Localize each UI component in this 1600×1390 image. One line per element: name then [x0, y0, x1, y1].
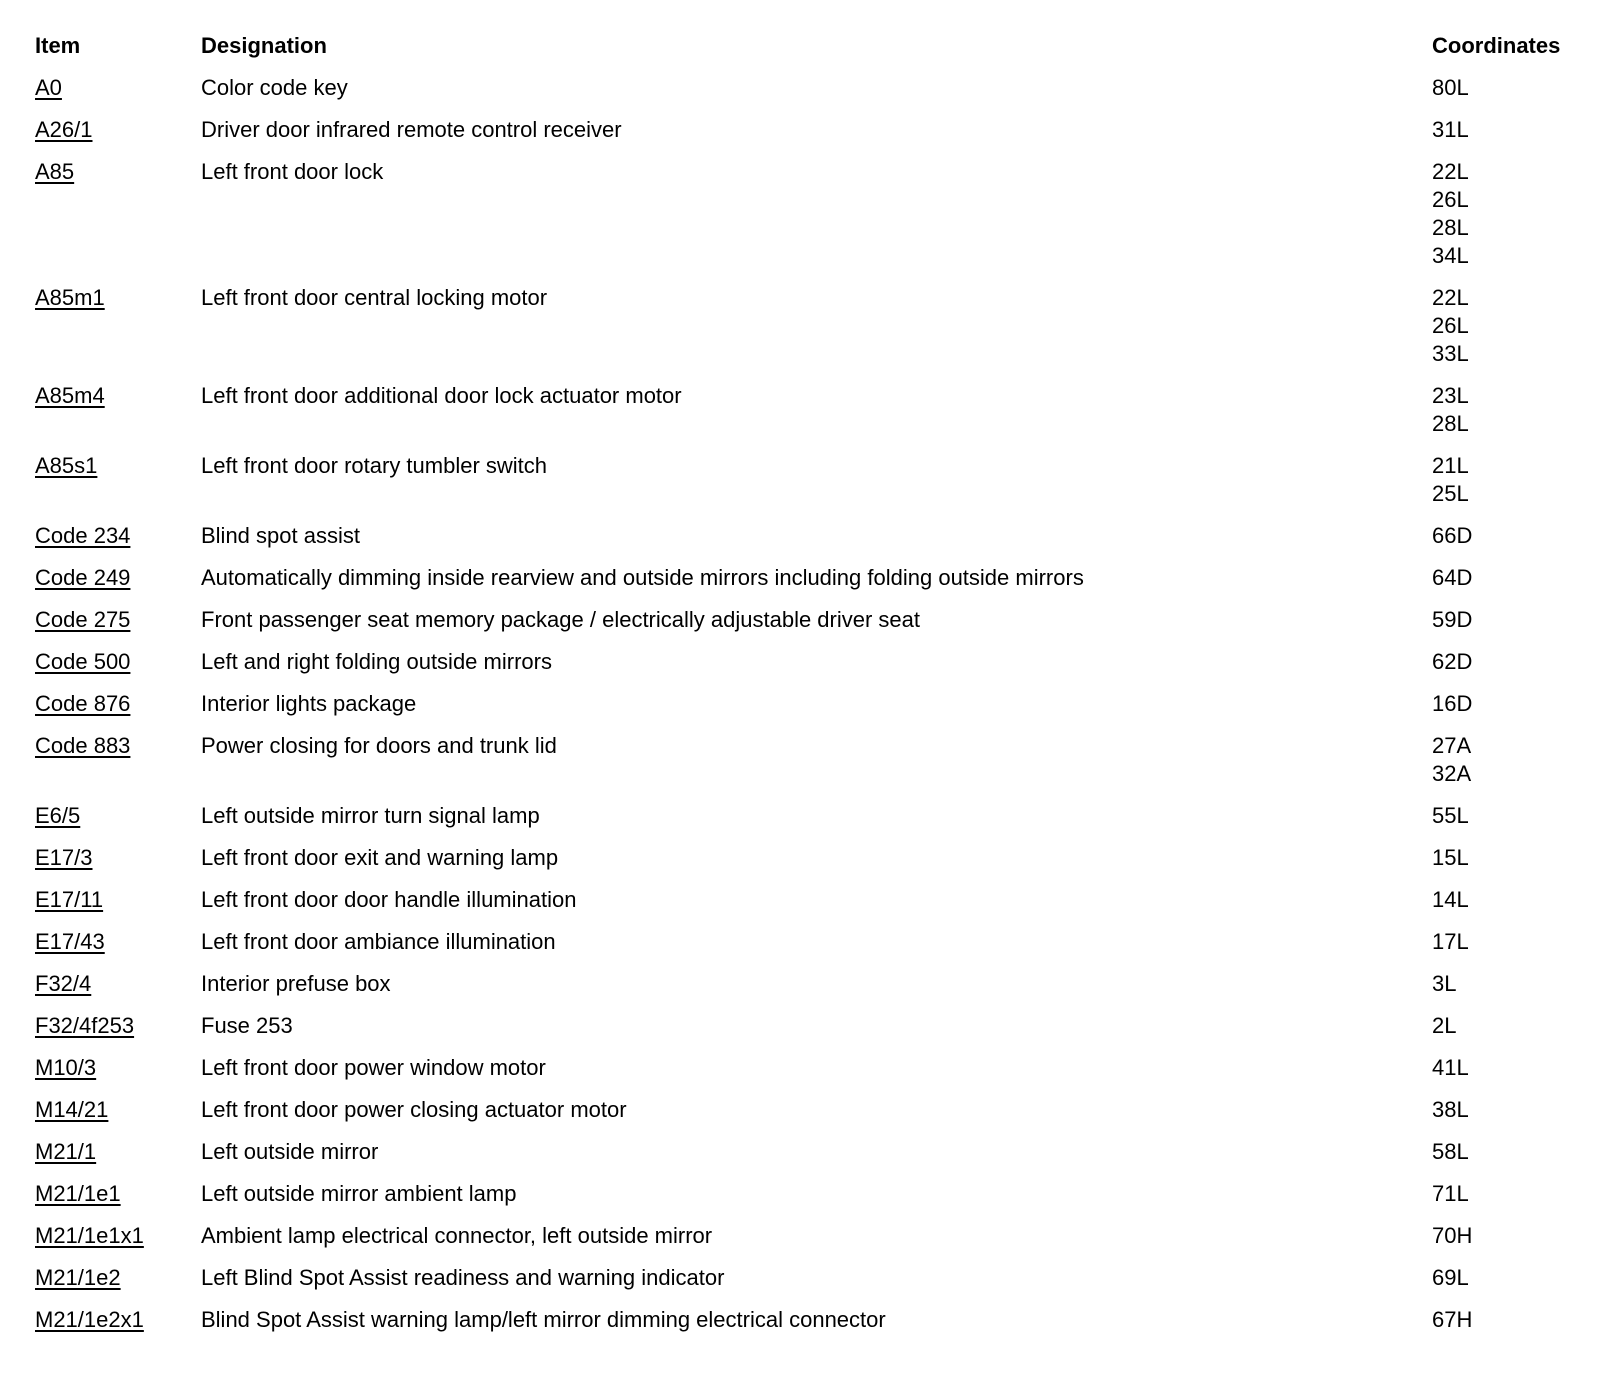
coordinate-value: 14L [1432, 887, 1469, 912]
coordinate-value: 23L [1432, 383, 1469, 408]
designation-cell: Interior lights package [201, 691, 417, 716]
item-cell [35, 690, 201, 718]
designation-cell: Ambient lamp electrical connector, left outside mirror [201, 1223, 713, 1248]
coordinates-cell [1432, 1012, 1575, 1040]
item-cell [35, 452, 201, 480]
item-link[interactable]: E6/5 [35, 803, 81, 828]
coordinates-cell [1432, 382, 1575, 438]
designation-cell: Color code key [201, 75, 348, 100]
item-cell [35, 1138, 201, 1166]
coordinate-value: 25L [1432, 481, 1469, 506]
coordinates-cell [1432, 970, 1575, 998]
coordinate-value: 3L [1432, 971, 1457, 996]
table-row [35, 796, 1575, 838]
coordinate-value: 34L [1432, 243, 1469, 268]
item-link[interactable]: Code 234 [35, 523, 131, 548]
coordinates-cell [1432, 802, 1575, 830]
coordinate-value: 16D [1432, 691, 1473, 716]
item-cell [35, 284, 201, 312]
item-link[interactable]: Code 500 [35, 649, 131, 674]
item-cell [35, 1096, 201, 1124]
coordinate-value: 22L [1432, 285, 1469, 310]
coordinates-cell [1432, 74, 1575, 102]
item-link[interactable]: M21/1e2 [35, 1265, 121, 1290]
item-link[interactable]: Code 883 [35, 733, 131, 758]
coordinate-value: 62D [1432, 649, 1473, 674]
designation-cell: Front passenger seat memory package / electrically adjustable driver seat [201, 607, 921, 632]
table-row [35, 376, 1575, 446]
component-legend-table [35, 30, 1575, 1342]
table-row [35, 68, 1575, 110]
item-link[interactable]: M21/1e1 [35, 1181, 121, 1206]
item-cell [35, 522, 201, 550]
designation-cell: Left front door ambiance illumination [201, 929, 556, 954]
item-cell [35, 116, 201, 144]
coordinate-value: 41L [1432, 1055, 1469, 1080]
item-cell [35, 382, 201, 410]
table-header-row [35, 30, 1575, 68]
item-cell [35, 1264, 201, 1292]
item-link[interactable]: M21/1 [35, 1139, 97, 1164]
coordinates-cell [1432, 564, 1575, 592]
item-cell [35, 1054, 201, 1082]
table-row [35, 726, 1575, 796]
coordinates-cell [1432, 158, 1575, 270]
table-row [35, 446, 1575, 516]
item-link[interactable]: E17/11 [35, 887, 104, 912]
table-row [35, 684, 1575, 726]
coordinate-value: 71L [1432, 1181, 1469, 1206]
designation-cell: Left front door central locking motor [201, 285, 548, 310]
designation-cell: Left front door exit and warning lamp [201, 845, 559, 870]
coordinates-cell [1432, 1222, 1575, 1250]
item-link[interactable]: M10/3 [35, 1055, 97, 1080]
table-row [35, 110, 1575, 152]
coordinates-cell [1432, 1180, 1575, 1208]
designation-cell: Left and right folding outside mirrors [201, 649, 552, 674]
item-cell [35, 158, 201, 186]
coordinates-cell [1432, 886, 1575, 914]
coordinate-value: 38L [1432, 1097, 1469, 1122]
designation-cell: Left front door rotary tumbler switch [201, 453, 548, 478]
column-header-item: Item [35, 33, 81, 58]
item-link[interactable]: Code 249 [35, 565, 131, 590]
designation-cell: Left front door power window motor [201, 1055, 546, 1080]
table-row [35, 1258, 1575, 1300]
designation-cell: Left Blind Spot Assist readiness and warning indicator [201, 1265, 725, 1290]
item-link[interactable]: M14/21 [35, 1097, 109, 1122]
coordinate-value: 69L [1432, 1265, 1469, 1290]
table-row [35, 152, 1575, 278]
table-body [35, 68, 1575, 1342]
table-row [35, 880, 1575, 922]
table-row [35, 1132, 1575, 1174]
designation-cell: Left front door additional door lock actuator motor [201, 383, 682, 408]
designation-cell: Blind spot assist [201, 523, 360, 548]
item-cell [35, 564, 201, 592]
coordinate-value: 26L [1432, 313, 1469, 338]
table-row [35, 1006, 1575, 1048]
coordinates-cell [1432, 690, 1575, 718]
designation-cell: Automatically dimming inside rearview and outside mirrors including folding outside mirrors [201, 565, 1084, 590]
coordinates-cell [1432, 606, 1575, 634]
column-header-coordinates: Coordinates [1432, 33, 1561, 58]
item-link[interactable]: Code 876 [35, 691, 131, 716]
item-link[interactable]: A85m4 [35, 383, 105, 408]
table-row [35, 838, 1575, 880]
designation-cell: Blind Spot Assist warning lamp/left mirror dimming electrical connector [201, 1307, 886, 1332]
coordinates-cell [1432, 1264, 1575, 1292]
designation-cell: Fuse 253 [201, 1013, 293, 1038]
coordinate-value: 67H [1432, 1307, 1473, 1332]
item-cell [35, 606, 201, 634]
coordinate-value: 28L [1432, 411, 1469, 436]
coordinates-cell [1432, 1138, 1575, 1166]
table-row [35, 278, 1575, 376]
item-cell [35, 1222, 201, 1250]
coordinate-value: 58L [1432, 1139, 1469, 1164]
column-header-designation: Designation [201, 33, 327, 58]
coordinate-value: 2L [1432, 1013, 1457, 1038]
coordinate-value: 26L [1432, 187, 1469, 212]
designation-cell: Left front door lock [201, 159, 384, 184]
table-row [35, 1216, 1575, 1258]
coordinate-value: 66D [1432, 523, 1473, 548]
table-row [35, 558, 1575, 600]
table-row [35, 964, 1575, 1006]
coordinate-value: 59D [1432, 607, 1473, 632]
designation-cell: Interior prefuse box [201, 971, 391, 996]
coordinates-cell [1432, 452, 1575, 508]
item-cell [35, 802, 201, 830]
coordinate-value: 32A [1432, 761, 1472, 786]
table-row [35, 922, 1575, 964]
coordinate-value: 28L [1432, 215, 1469, 240]
item-link[interactable]: A85s1 [35, 453, 98, 478]
designation-cell: Left outside mirror turn signal lamp [201, 803, 540, 828]
table-row [35, 600, 1575, 642]
designation-cell: Driver door infrared remote control receiver [201, 117, 622, 142]
item-cell [35, 970, 201, 998]
item-link[interactable]: A85m1 [35, 285, 105, 310]
table-row [35, 1090, 1575, 1132]
table-row [35, 642, 1575, 684]
coordinate-value: 27A [1432, 733, 1472, 758]
item-cell [35, 1306, 201, 1334]
coordinate-value: 15L [1432, 845, 1469, 870]
table-row [35, 1300, 1575, 1342]
coordinate-value: 80L [1432, 75, 1469, 100]
coordinate-value: 70H [1432, 1223, 1473, 1248]
coordinates-cell [1432, 732, 1575, 788]
item-link[interactable]: M21/1e2x1 [35, 1307, 144, 1332]
item-link[interactable]: F32/4f253 [35, 1013, 135, 1038]
item-link[interactable]: M21/1e1x1 [35, 1223, 144, 1248]
table-row [35, 1174, 1575, 1216]
coordinate-value: 64D [1432, 565, 1473, 590]
coordinate-value: 31L [1432, 117, 1469, 142]
item-link[interactable]: A26/1 [35, 117, 93, 142]
item-cell [35, 928, 201, 956]
item-link[interactable]: E17/43 [35, 929, 105, 954]
item-cell [35, 886, 201, 914]
coordinate-value: 33L [1432, 341, 1469, 366]
coordinate-value: 21L [1432, 453, 1469, 478]
coordinates-cell [1432, 1306, 1575, 1334]
item-cell [35, 1012, 201, 1040]
coordinates-cell [1432, 1096, 1575, 1124]
item-cell [35, 648, 201, 676]
item-link[interactable]: E17/3 [35, 845, 93, 870]
table-row [35, 1048, 1575, 1090]
designation-cell: Left outside mirror ambient lamp [201, 1181, 517, 1206]
item-link[interactable]: A0 [35, 75, 62, 100]
coordinates-cell [1432, 116, 1575, 144]
coordinate-value: 17L [1432, 929, 1469, 954]
item-cell [35, 844, 201, 872]
designation-cell: Left outside mirror [201, 1139, 379, 1164]
item-cell [35, 1180, 201, 1208]
coordinates-cell [1432, 284, 1575, 368]
coordinates-cell [1432, 928, 1575, 956]
designation-cell: Left front door power closing actuator motor [201, 1097, 627, 1122]
item-link[interactable]: F32/4 [35, 971, 92, 996]
coordinates-cell [1432, 844, 1575, 872]
coordinates-cell [1432, 1054, 1575, 1082]
designation-cell: Left front door door handle illumination [201, 887, 577, 912]
designation-cell: Power closing for doors and trunk lid [201, 733, 557, 758]
item-cell [35, 74, 201, 102]
item-link[interactable]: Code 275 [35, 607, 131, 632]
coordinate-value: 22L [1432, 159, 1469, 184]
table-row [35, 516, 1575, 558]
item-link[interactable]: A85 [35, 159, 75, 184]
item-cell [35, 732, 201, 760]
coordinate-value: 55L [1432, 803, 1469, 828]
coordinates-cell [1432, 522, 1575, 550]
coordinates-cell [1432, 648, 1575, 676]
